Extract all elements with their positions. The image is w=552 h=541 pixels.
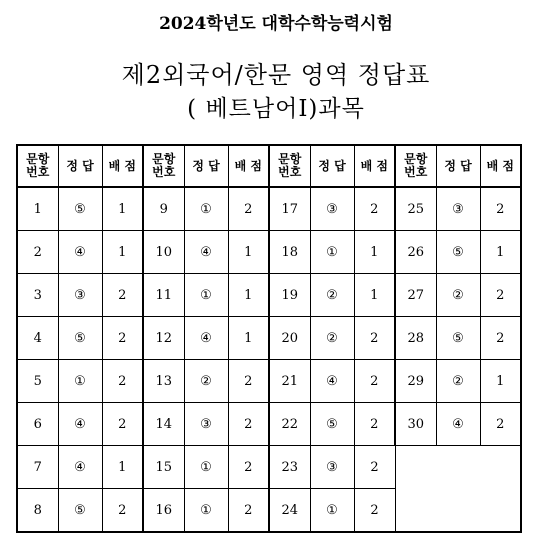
question-number-cell: 18: [269, 231, 310, 274]
question-number-cell: 24: [269, 489, 310, 533]
answer-cell: ①: [184, 446, 228, 489]
points-cell: 1: [102, 446, 143, 489]
header-points: 배 점: [354, 145, 395, 187]
points-cell: 2: [102, 274, 143, 317]
answer-cell: ①: [184, 274, 228, 317]
answer-cell: ②: [184, 360, 228, 403]
answer-cell: ④: [58, 403, 102, 446]
header-question-number-line: 번호: [404, 165, 428, 179]
points-cell: 2: [228, 360, 269, 403]
answer-cell: ④: [58, 231, 102, 274]
points-cell: 1: [354, 231, 395, 274]
header-question-number: [143, 145, 184, 187]
question-number-cell: 29: [395, 360, 436, 403]
question-number-cell: 13: [143, 360, 184, 403]
answer-cell: ③: [58, 274, 102, 317]
points-cell: 2: [354, 489, 395, 533]
answer-cell: ③: [184, 403, 228, 446]
question-number-cell: 28: [395, 317, 436, 360]
answer-cell: ③: [310, 187, 354, 231]
subject-title: ( 베트남어Ⅰ)과목: [187, 96, 365, 122]
header-answer: 정 답: [58, 145, 102, 187]
header-question-number: [269, 145, 310, 187]
points-cell: 1: [354, 274, 395, 317]
table-row: [17, 317, 521, 360]
question-number-cell: 15: [143, 446, 184, 489]
table-header-row: [17, 145, 521, 187]
header-answer: 정 답: [436, 145, 480, 187]
table-row: [17, 360, 521, 403]
table-body: [17, 187, 521, 532]
header-question-number-line: 문항: [152, 152, 176, 166]
points-cell: 2: [480, 274, 521, 317]
points-cell: 2: [102, 403, 143, 446]
header-answer: 정 답: [184, 145, 228, 187]
header-question-number: [395, 145, 436, 187]
empty-cell: [480, 446, 521, 489]
answer-cell: ⑤: [310, 403, 354, 446]
points-cell: 2: [228, 403, 269, 446]
question-number-cell: 23: [269, 446, 310, 489]
answer-cell: ③: [436, 187, 480, 231]
question-number-cell: 1: [17, 187, 58, 231]
question-number-cell: 22: [269, 403, 310, 446]
question-number-cell: 11: [143, 274, 184, 317]
question-number-cell: 9: [143, 187, 184, 231]
answer-cell: ③: [310, 446, 354, 489]
header-question-number-line: 번호: [152, 165, 176, 179]
question-number-cell: 12: [143, 317, 184, 360]
header-question-number-line: 문항: [278, 152, 302, 166]
answer-cell: ④: [58, 446, 102, 489]
points-cell: 2: [480, 317, 521, 360]
header-points: 배 점: [228, 145, 269, 187]
header-question-number-line: 번호: [278, 165, 302, 179]
empty-cell: [436, 489, 480, 533]
points-cell: 2: [102, 489, 143, 533]
question-number-cell: 21: [269, 360, 310, 403]
answer-cell: ②: [310, 317, 354, 360]
points-cell: 2: [228, 187, 269, 231]
points-cell: 2: [228, 446, 269, 489]
points-cell: 2: [354, 360, 395, 403]
question-number-cell: 7: [17, 446, 58, 489]
answer-cell: ④: [184, 317, 228, 360]
empty-cell: [480, 489, 521, 533]
question-number-cell: 10: [143, 231, 184, 274]
points-cell: 2: [480, 403, 521, 446]
points-cell: 1: [102, 231, 143, 274]
question-number-cell: 4: [17, 317, 58, 360]
answer-cell: ①: [310, 231, 354, 274]
question-number-cell: 2: [17, 231, 58, 274]
points-cell: 2: [228, 489, 269, 533]
points-cell: 1: [228, 317, 269, 360]
sheet-title: 제2외국어/한문 영역 정답표: [121, 61, 431, 89]
points-cell: 2: [354, 317, 395, 360]
empty-cell: [395, 446, 436, 489]
answer-cell: ①: [184, 187, 228, 231]
question-number-cell: 8: [17, 489, 58, 533]
table-row: [17, 187, 521, 231]
points-cell: 2: [102, 317, 143, 360]
points-cell: 1: [228, 231, 269, 274]
table-row: [17, 446, 521, 489]
answer-cell: ②: [436, 360, 480, 403]
question-number-cell: 6: [17, 403, 58, 446]
question-number-cell: 5: [17, 360, 58, 403]
question-number-cell: 27: [395, 274, 436, 317]
question-number-cell: 30: [395, 403, 436, 446]
question-number-cell: 14: [143, 403, 184, 446]
table-row: [17, 274, 521, 317]
answer-cell: ④: [310, 360, 354, 403]
table-row: [17, 489, 521, 533]
empty-cell: [395, 489, 436, 533]
points-cell: 2: [102, 360, 143, 403]
points-cell: 1: [102, 187, 143, 231]
empty-cell: [436, 446, 480, 489]
answer-cell: ②: [436, 274, 480, 317]
points-cell: 2: [354, 446, 395, 489]
header-answer: 정 답: [310, 145, 354, 187]
question-number-cell: 20: [269, 317, 310, 360]
points-cell: 1: [228, 274, 269, 317]
answer-cell: ⑤: [58, 317, 102, 360]
question-number-cell: 17: [269, 187, 310, 231]
header-points: 배 점: [102, 145, 143, 187]
answer-cell: ④: [184, 231, 228, 274]
answer-cell: ⑤: [436, 231, 480, 274]
points-cell: 2: [354, 187, 395, 231]
answer-cell: ⑤: [58, 489, 102, 533]
points-cell: 2: [354, 403, 395, 446]
answer-cell: ①: [310, 489, 354, 533]
header-question-number-line: 문항: [404, 152, 428, 166]
exam-title: 2024학년도 대학수학능력시험: [159, 14, 393, 34]
question-number-cell: 26: [395, 231, 436, 274]
table-row: [17, 231, 521, 274]
question-number-cell: 19: [269, 274, 310, 317]
question-number-cell: 25: [395, 187, 436, 231]
answer-cell: ①: [184, 489, 228, 533]
header-question-number-line: 문항: [26, 152, 50, 166]
points-cell: 1: [480, 360, 521, 403]
question-number-cell: 16: [143, 489, 184, 533]
header-question-number: [17, 145, 58, 187]
answer-cell: ①: [58, 360, 102, 403]
answer-cell: ⑤: [58, 187, 102, 231]
answer-cell: ②: [310, 274, 354, 317]
table-row: [17, 403, 521, 446]
answer-cell: ⑤: [436, 317, 480, 360]
answer-cell: ④: [436, 403, 480, 446]
points-cell: 2: [480, 187, 521, 231]
question-number-cell: 3: [17, 274, 58, 317]
header-points: 배 점: [480, 145, 521, 187]
answer-table: [16, 144, 522, 533]
points-cell: 1: [480, 231, 521, 274]
header-question-number-line: 번호: [26, 165, 50, 179]
